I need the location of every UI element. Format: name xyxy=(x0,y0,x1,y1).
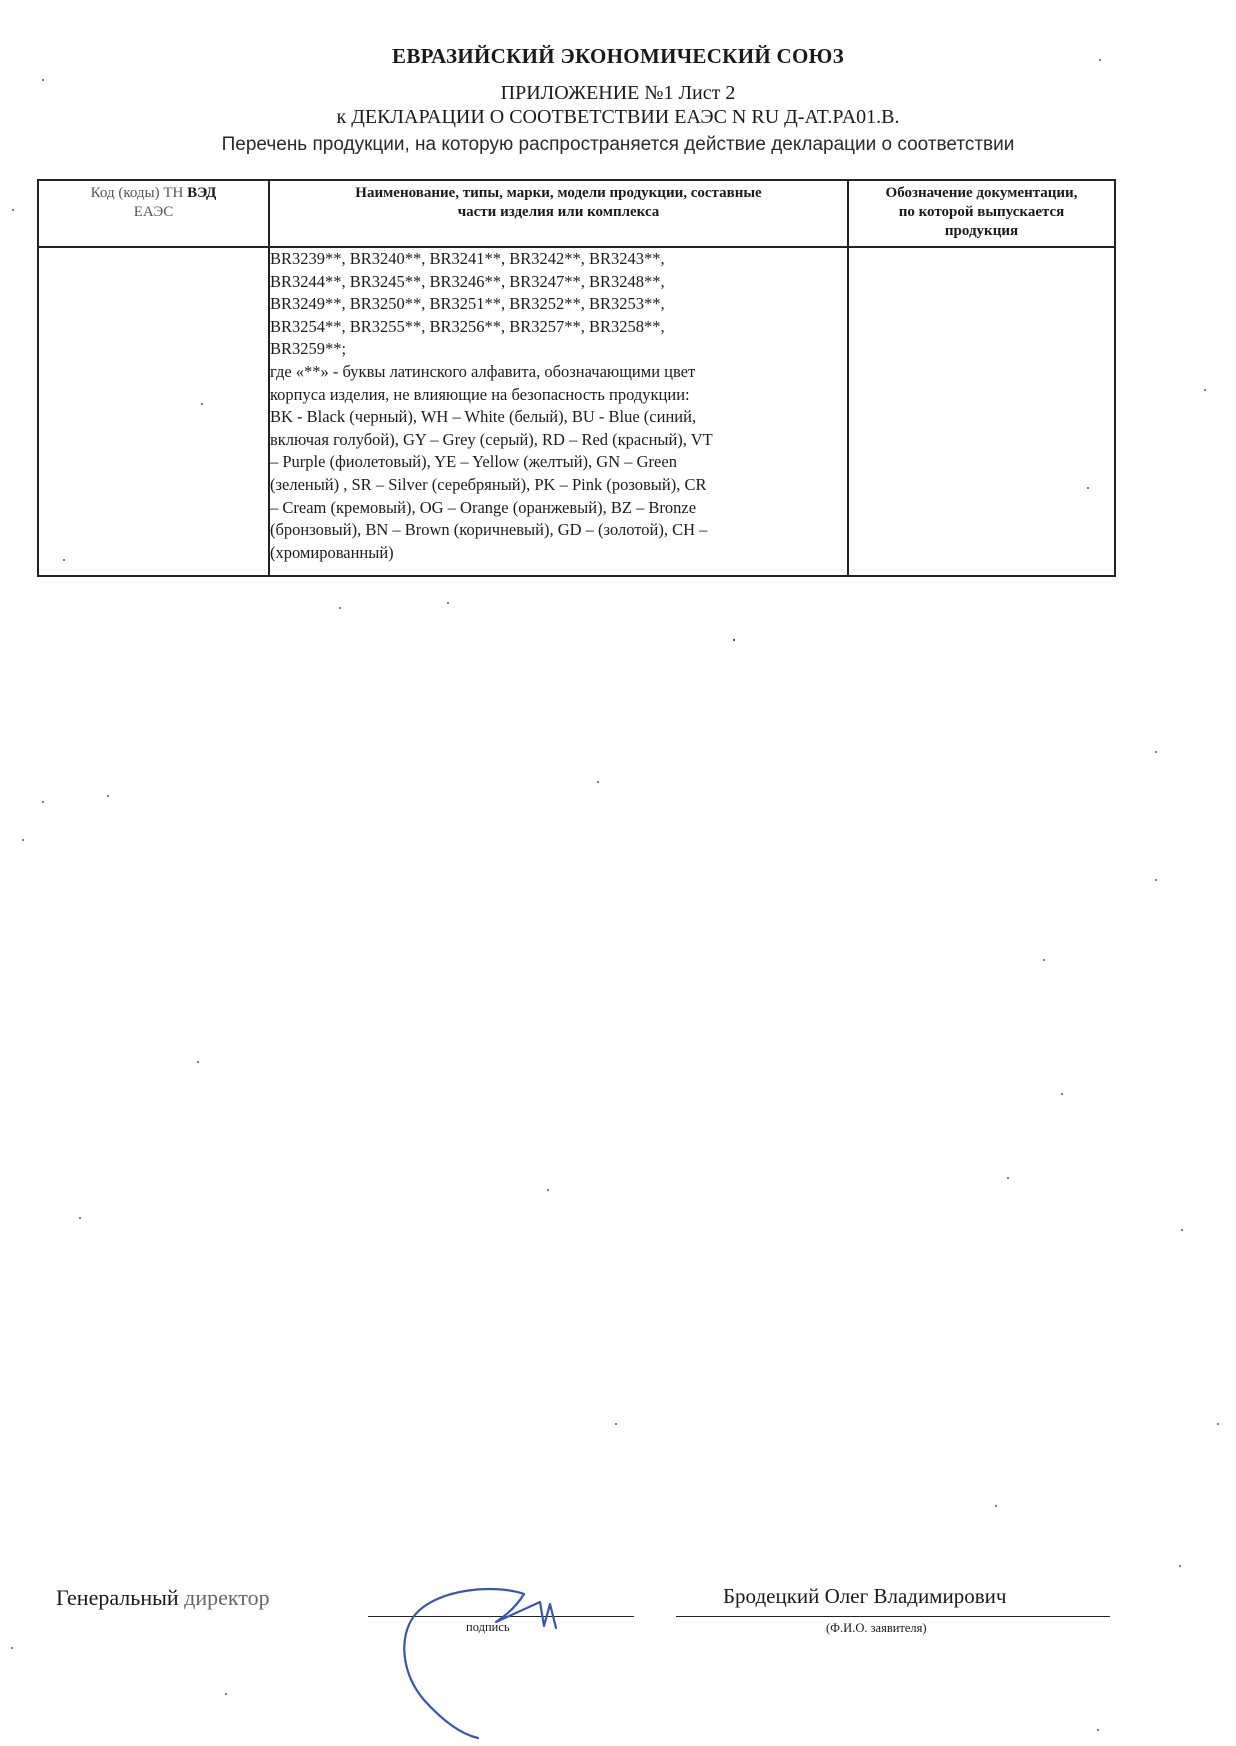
cell-documentation xyxy=(848,247,1115,576)
cell-description xyxy=(269,247,848,576)
cell-code xyxy=(38,247,269,576)
product-table xyxy=(37,179,1116,577)
header-name-line1: Наименование, типы, марки, модели продукции, составные xyxy=(355,185,762,201)
signature-stroke xyxy=(404,1589,556,1738)
description-line: BK - Black (черный), WH – White (белый), BU - Blue (синий, xyxy=(270,407,697,427)
annex-title: ПРИЛОЖЕНИЕ №1 Лист 2 xyxy=(500,82,736,104)
handwritten-signature xyxy=(396,1582,586,1742)
signer-position-part2: директор xyxy=(178,1585,270,1610)
description-line: BR3249**, BR3250**, BR3251**, BR3252**, BR3253**, xyxy=(270,294,665,314)
description-line: (бронзовый), BN – Brown (коричневый), GD – (золотой), CH – xyxy=(270,520,708,540)
header-doc-line1: Обозначение документации, xyxy=(885,185,1078,201)
header-code xyxy=(38,180,269,247)
description-line: включая голубой), GY – Grey (серый), RD – Red (красный), VT xyxy=(270,429,713,449)
table-header-row xyxy=(38,180,1115,247)
description-line: BR3254**, BR3255**, BR3256**, BR3257**, BR3258**, xyxy=(270,316,665,336)
name-caption: (Ф.И.О. заявителя) xyxy=(826,1621,927,1635)
signer-position-part1: Генеральный xyxy=(56,1585,179,1610)
description-line: BR3244**, BR3245**, BR3246**, BR3247**, BR3248**, xyxy=(270,271,665,291)
table-row xyxy=(38,247,1115,576)
declaration-reference: к ДЕКЛАРАЦИИ О СООТВЕТСТВИИ ЕАЭС N RU Д-AT.PA01.B. xyxy=(336,106,900,128)
description-line: (зеленый) , SR – Silver (серебряный), PK – Pink (розовый), CR xyxy=(270,474,707,494)
header-name-line2: части изделия или комплекса xyxy=(457,204,660,220)
header-product-name xyxy=(269,180,848,247)
description-line: – Cream (кремовый), OG – Orange (оранжевый), BZ – Bronze xyxy=(270,497,697,517)
header-code-part3: ЕАЭС xyxy=(133,204,174,220)
signer-position xyxy=(56,1585,270,1611)
union-title: ЕВРАЗИЙСКИЙ ЭКОНОМИЧЕСКИЙ СОЮЗ xyxy=(392,44,844,68)
description-line: где «**» - буквы латинского алфавита, обозначающими цвет xyxy=(270,361,696,381)
header-doc-line3: продукция xyxy=(944,223,1019,239)
description-line: – Purple (фиолетовый), YE – Yellow (желтый), GN – Green xyxy=(270,452,677,472)
header-code-part2: ВЭД xyxy=(187,185,217,201)
signature-caption: подпись xyxy=(466,1620,510,1634)
description-line: (хромированный) xyxy=(270,542,394,562)
signer-full-name: Бродецкий Олег Владимирович xyxy=(723,1584,1007,1608)
header-doc-line2: по которой выпускается xyxy=(898,204,1065,220)
name-line xyxy=(676,1616,1110,1617)
description-line: корпуса изделия, не влияющие на безопасность продукции: xyxy=(270,384,690,404)
header-code-part1: Код (коды) ТН xyxy=(90,185,188,201)
product-list-title: Перечень продукции, на которую распространяется действие декларации о соответствии xyxy=(221,134,1015,155)
description-line: BR3259**; xyxy=(270,339,347,359)
description-line: BR3239**, BR3240**, BR3241**, BR3242**, BR3243**, xyxy=(270,249,665,268)
header-documentation xyxy=(848,180,1115,247)
